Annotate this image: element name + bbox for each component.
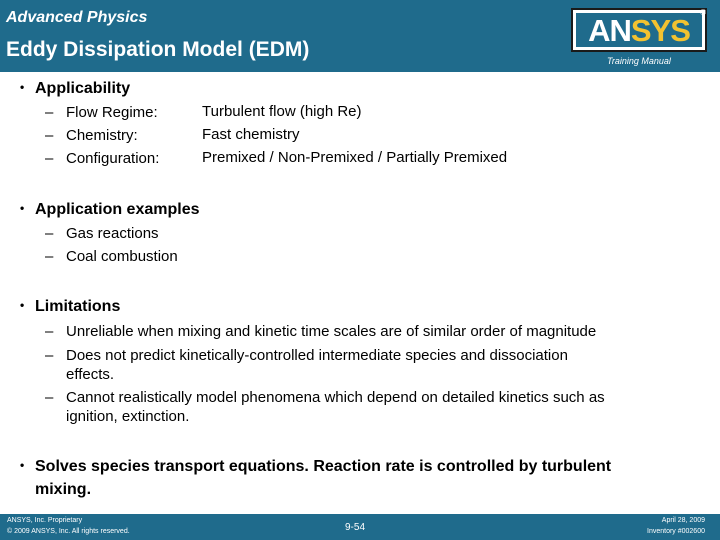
dash-icon: – — [45, 323, 54, 340]
header-bar — [0, 0, 720, 72]
course-title: Advanced Physics — [6, 9, 148, 26]
registered-mark: ® — [700, 8, 706, 17]
summary-line-2: mixing. — [35, 481, 92, 498]
page-number: 9-54 — [345, 522, 366, 533]
ansys-logo-inner — [576, 13, 702, 47]
ansys-logo-text: ANSYS — [588, 12, 690, 48]
item-text: Cannot realistically model phenomena which depend on detailed kinetics such as — [66, 389, 605, 406]
dash-icon: – — [45, 104, 54, 121]
footer-proprietary: ANSYS, Inc. Proprietary — [7, 517, 83, 524]
item-value: Fast chemistry — [202, 126, 300, 143]
footer-date: April 28, 2009 — [661, 517, 705, 524]
bullet-heading: Applicability — [35, 80, 131, 97]
item-text: Unreliable when mixing and kinetic time scales are of similar order of magnitude — [66, 323, 597, 340]
dash-icon: – — [45, 127, 54, 144]
item-label: Chemistry: — [66, 127, 138, 144]
ansys-logo — [571, 8, 707, 52]
item-text: Gas reactions — [66, 225, 159, 242]
footer-inventory: Inventory #002600 — [647, 528, 705, 535]
slide-title: Eddy Dissipation Model (EDM) — [6, 38, 310, 61]
item-text-cont: ignition, extinction. — [66, 408, 190, 425]
dash-icon: – — [45, 248, 54, 265]
item-text: Does not predict kinetically-controlled intermediate species and dissociation — [66, 347, 568, 364]
item-label: Configuration: — [66, 150, 160, 167]
training-manual-label: Training Manual — [607, 56, 671, 66]
item-label: Flow Regime: — [66, 104, 158, 121]
bullet-heading: Application examples — [35, 201, 200, 218]
bullet-dot-icon: • — [20, 201, 25, 215]
footer-bar — [0, 514, 720, 540]
item-value: Premixed / Non-Premixed / Partially Premixed — [202, 149, 508, 166]
item-text: Coal combustion — [66, 248, 178, 265]
bullet-dot-icon: • — [20, 80, 25, 94]
bullet-dot-icon: • — [20, 298, 25, 312]
item-text-cont: effects. — [66, 366, 115, 383]
bullet-dot-icon: • — [20, 458, 25, 472]
dash-icon: – — [45, 150, 54, 167]
dash-icon: – — [45, 389, 54, 406]
bullet-heading: Limitations — [35, 298, 121, 315]
item-value: Turbulent flow (high Re) — [202, 103, 362, 120]
dash-icon: – — [45, 225, 54, 242]
summary-line-1: Solves species transport equations. Reaction rate is controlled by turbulent — [35, 458, 612, 475]
dash-icon: – — [45, 347, 54, 364]
footer-copyright: © 2009 ANSYS, Inc. All rights reserved. — [7, 528, 130, 535]
